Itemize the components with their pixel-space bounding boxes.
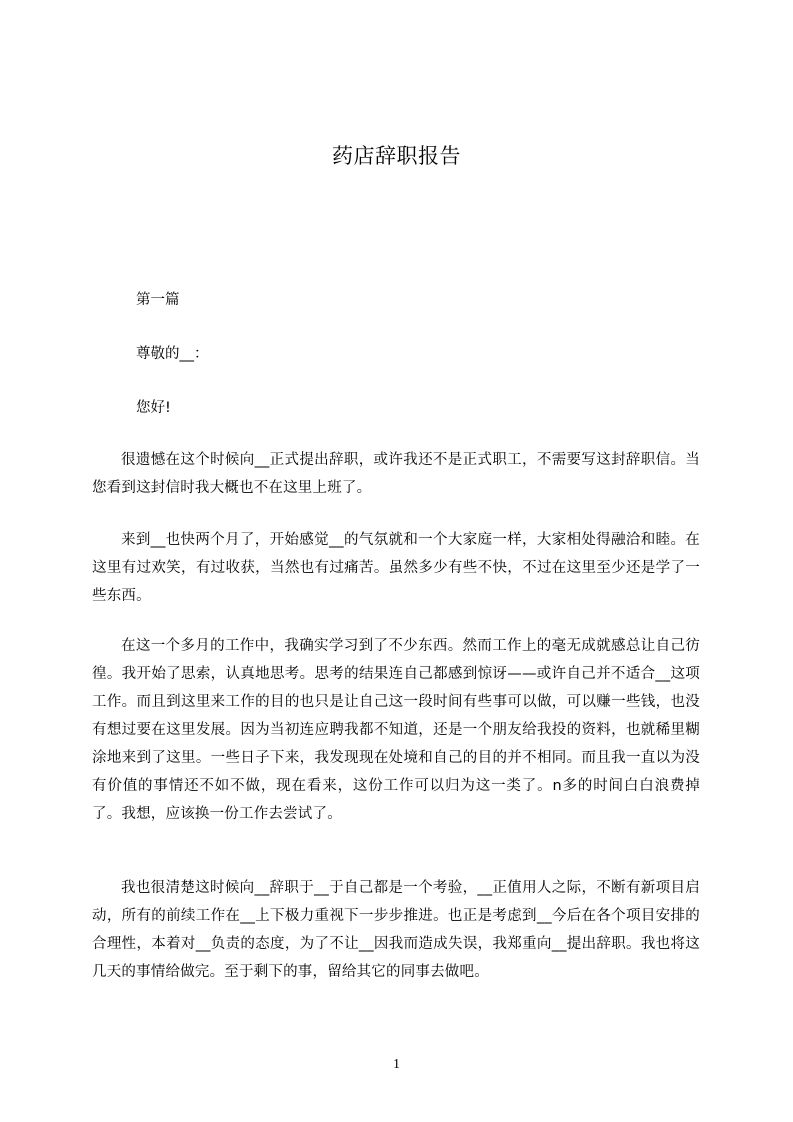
paragraph-2: 来到__也快两个月了，开始感觉__的气氛就和一个大家庭一样，大家相处得融洽和睦。在这里有过欢笑，有过收获，当然也有过痛苦。虽然多少有些不快，不过在这里至少还是学了一些东西。 [92, 532, 700, 604]
page-number: 1 [393, 1057, 400, 1072]
greeting: 您好! [136, 400, 171, 416]
salutation: 尊敬的__： [136, 346, 209, 362]
document-title: 药店辞职报告 [332, 144, 461, 168]
paragraph-4: 我也很清楚这时候向__辞职于__于自己都是一个考验，__正值用人之际，不断有新项目启动，所有的前续工作在__上下极力重视下一步步推进。也正是考虑到__今后在各个项目安排的合理性，本着对__负责的态度，为了不让__因我而造成失误，我郑重向__提出辞职。我也将这几天的事情给做完。至于剩下的事，留给其它的同事去做吧。 [92, 880, 700, 980]
section-label: 第一篇 [136, 292, 180, 308]
paragraph-3: 在这一个多月的工作中，我确实学习到了不少东西。然而工作上的毫无成就感总让自己彷徨。我开始了思索，认真地思考。思考的结果连自己都感到惊讶——或许自己并不适合__这项工作。而且到这里来工作的目的也只是让自己这一段时间有些事可以做，可以赚一些钱，也没有想过要在这里发展。因为当初连应聘我都不知道，还是一个朋友给我投的资料，也就稀里糊涂地来到了这里。一些日子下来，我发现现在处境和自己的目的并不相同。而且我一直以为没有价值的事情还不如不做，现在看来，这份工作可以归为这一类了。n多的时间白白浪费掉了。我想，应该换一份工作去尝试了。 [92, 638, 700, 822]
paragraph-1: 很遗憾在这个时候向__正式提出辞职，或许我还不是正式职工，不需要写这封辞职信。当您看到这封信时我大概也不在这里上班了。 [92, 452, 700, 496]
